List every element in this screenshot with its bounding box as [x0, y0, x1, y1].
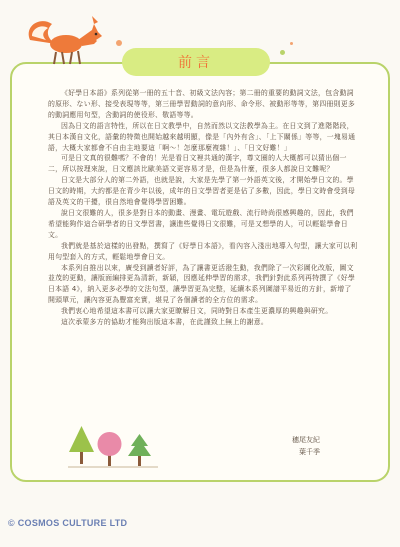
decorative-dot [116, 40, 122, 46]
paragraph: 因為日文的語言特性，所以在日文教學中，自然而然以文法教學為主。在日文到了進階階段，其日本漢自文化，語彙的特徵也開始越來越明顯，像是「內外有含」、「上下關係」等等，一塊易通語，大概大家都會不自由主地要這「啊～！怎麼那麼複雜！」、「日文好難！」 [48, 121, 356, 152]
preface-body [48, 88, 358, 328]
author-name: 穗尾友紀 [292, 436, 320, 444]
copyright-notice: © COSMOS CULTURE LTD [8, 518, 128, 528]
author-name: 葉千季 [299, 448, 320, 456]
decorative-dot [290, 42, 293, 45]
paragraph: 可是日文真的很難嗎？不會的！光是看日文裡共通的漢字，尊文圈的人大概都可以猜出個一二，所以按理來說，日文應該比歐美語文更容易才是，但是為什麼，很多人都說日文難呢？ [48, 154, 347, 174]
trees-illustration [68, 422, 158, 474]
paragraph: 這次承蒙多方的協助才能夠出版這本書，在此謹致上無上的謝意。 [61, 318, 269, 327]
paragraph: 本系列自推出以來，廣受到讀者好評，為了讓書更活潑生動，我們除了一次彩圖化改版，圖文並茂的更動，讓版面編排更為清新，新穎，因應延伸學習的需求，我們針對此系列再特撰了《好學日本語 4》，納入更多必學的文法句型，讓學習更為完整，延續本系列圖譜平易近的方針，新增了開頭單元，讓內容更為豐富充實，堪見了各個讀者的全方位的需求。 [48, 263, 356, 305]
paragraph: 我們就是基於這樣的出發點，撰寫了《好學日本語》，看內容入淺出地導入句型，讓大家可以利用句型套入的方式，輕鬆地學會日文。 [48, 241, 358, 261]
paragraph: 《好學日本語》系列從第一冊的五十音、初級文法內容；第二冊的重要的動詞文法，包含動詞的原形、ない形、接受表現等等，第三冊學習動詞的意向形、命令形、被動形等等，第四冊則更多的動詞應用句型，含動詞的使役形、敬語等等。 [48, 89, 356, 119]
page-title: 前言 [178, 55, 214, 71]
paragraph: 日文是大部分人的第二外語，也就是說，大家是先學了第一外語英文後，才開始學日文的。學日文的時期，大約都是在青少年以後，成年的日文學習者更是佔了多數，因此，學日文時會受到母語及英文的干擾，很自然地會覺得學習困難。 [48, 176, 356, 207]
preface-title-badge [122, 48, 270, 76]
paragraph: 我們衷心地希望這本書可以讓大家更瞭解日文，同時對日本產生更濃厚的興趣與研究。 [61, 307, 333, 316]
author-signature [292, 434, 320, 458]
paragraph: 說日文很難的人，很多是對日本的動畫、漫畫、電玩遊戲、流行時尚很感興趣的，因此，我們希望能夠作這合研學者的日文學習書，讓進些覺得日文很難，可是又想學的人，可以輕鬆學會日文。 [48, 208, 354, 239]
decorative-dot [280, 50, 285, 55]
fox-illustration [22, 10, 108, 70]
